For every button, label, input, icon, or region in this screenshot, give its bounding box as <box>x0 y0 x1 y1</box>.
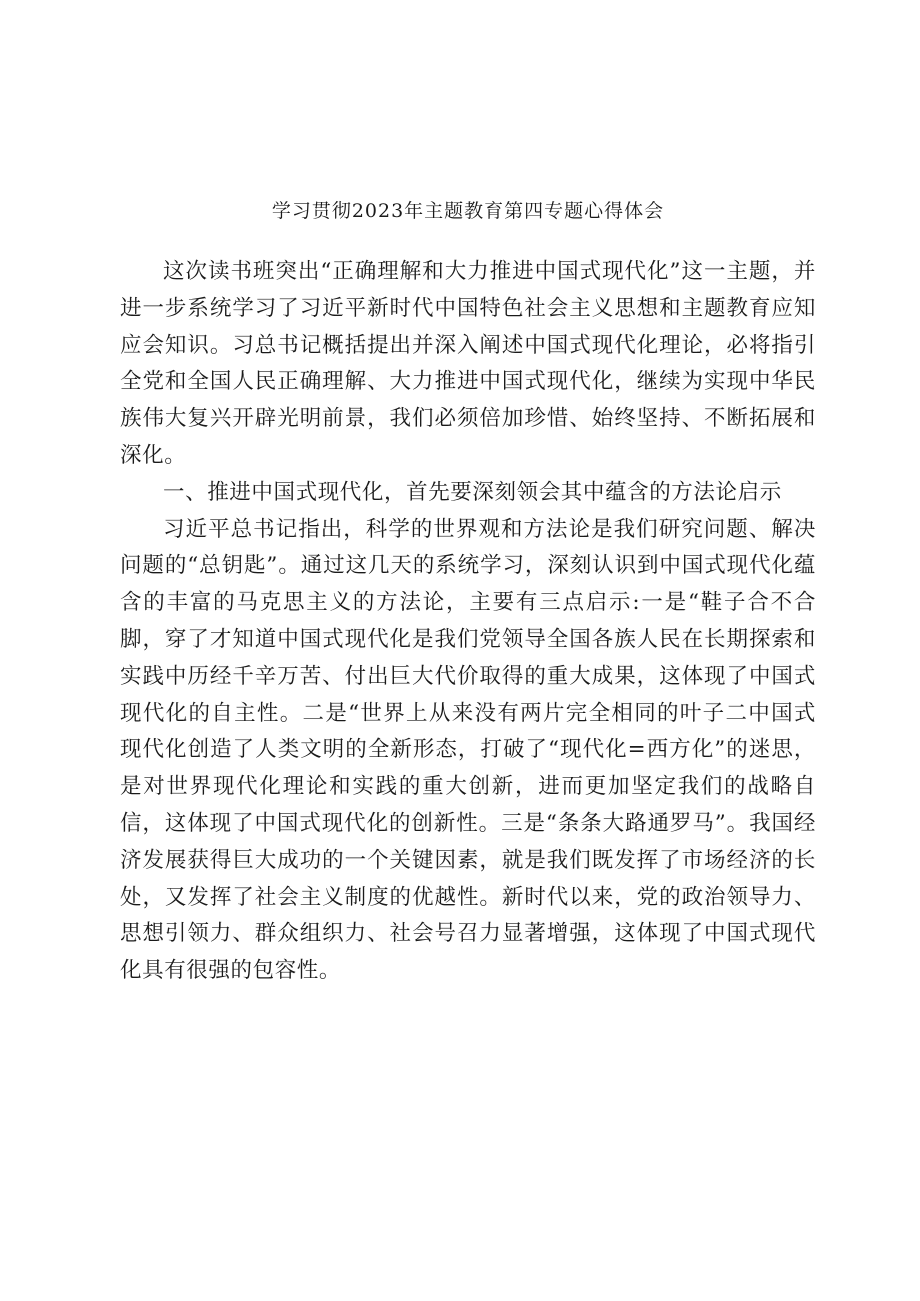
document-title: 学习贯彻2023年主题教育第四专题心得体会 <box>271 200 665 222</box>
section-heading-1: 一、推进中国式现代化，首先要深刻领会其中蕴含的方法论启示 <box>163 479 782 505</box>
section-1-paragraph: 习近平总书记指出，科学的世界观和方法论是我们研究问题、解决问题的“总钥匙”。通过这几天的系统学习，深刻认识到中国式现代化蕴含的丰富的马克思主义的方法论，主要有三点启示:一是“鞋子合不合脚，穿了才知道中国式现代化是我们党领导全国各族人民在长期探索和实践中历经千辛万苦、付出巨大代价取得的重大成果，这体现了中国式现代化的自主性。二是“世界上从来没有两片完全相同的叶子二中国式现代化创造了人类文明的全新形态，打破了“现代化=西方化”的迷思，是对世界现代化理论和实践的重大创新，进而更加坚定我们的战略自信，这体现了中国式现代化的创新性。三是“条条大路通罗马”。我国经济发展获得巨大成功的一个关键因素，就是我们既发挥了市场经济的长处，又发挥了社会主义制度的优越性。新时代以来，党的政治领导力、思想引领力、群众组织力、社会号召力显著增强，这体现了中国式现代化具有很强的包容性。 <box>120 516 816 984</box>
document-body <box>120 254 816 990</box>
intro-paragraph: 这次读书班突出“正确理解和大力推进中国式现代化”这一主题，并进一步系统学习了习近平新时代中国特色社会主义思想和主题教育应知应会知识。习总书记概括提出并深入阐述中国式现代化理论，必将指引全党和全国人民正确理解、大力推进中国式现代化，继续为实现中华民族伟大复兴开辟光明前景，我们必须倍加珍惜、始终坚持、不断拓展和深化。 <box>120 259 816 468</box>
